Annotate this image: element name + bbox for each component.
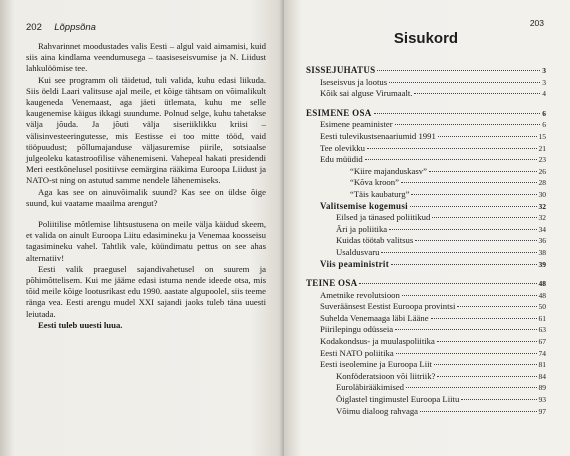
dot-leader [395, 328, 536, 330]
toc-entry-page: 84 [538, 371, 546, 381]
toc-entry-title: Kodakondsus- ja muulaspoliitika [320, 336, 435, 347]
toc-entry-title: Valitsemise kogemusi [320, 200, 408, 211]
dot-leader [359, 282, 536, 284]
left-page [0, 0, 284, 456]
toc-entry [306, 166, 546, 178]
toc-entry-title: Edu müüdid [320, 154, 363, 165]
toc-entry [306, 154, 546, 166]
toc-entry-page: 3 [542, 66, 546, 75]
paragraph: Eesti tuleb uuesti luua. [38, 319, 123, 330]
toc-entry-title: Suveräänsest Eestist Euroopa provintsi [320, 301, 456, 312]
toc-entry [306, 224, 546, 236]
toc-entry-title: Eesti NATO poliitika [320, 347, 394, 358]
toc-entry-page: 81 [538, 360, 546, 370]
toc-entry-page: 67 [538, 337, 546, 347]
dot-leader [396, 352, 537, 354]
toc-entry-page: 21 [538, 143, 546, 153]
dot-leader [431, 317, 537, 319]
paragraph: Poliitilise mõtlemise lihtsustusena on meile välja käidud skeem, et valida on ainult Euroopa Liitu edasimineku ja Venemaa koosseisu tagasimineku vahel. Tahtlik vale, küündimatu pettus on see ahas alternatiiv! [26, 219, 266, 263]
toc-entry-page: 26 [538, 166, 546, 176]
paragraph: Kui see programm oli täidetud, tuli valida, kuhu edasi liikuda. Siis öeldi Laari valitsuse ajal meile, et kõige tähtsam on võimalikult kaugeneda Venemaast, aga jäeti ütlemata, kuhu me selle kaugenemise käigus ikkagi suundume. Polnud selge, kuhu tahetakse välja jõuda. Ja jõuti välja siseriiklikku kriisi – välisinvesteeringutesse, mis Eestisse ei too mitte tööd, vaid tööpuudust; põllumajanduse väljasuremise piirile, sotsiaalse julgeoleku katastroofilise vähenemiseni. Vahepeal hakati presidendi Meri eestkõnelusel positiivse eemärgina rääkima Euroopa Liidust ja NATO-st ning on astutud samme nendele lähenemiseks. [26, 74, 266, 186]
toc-entry [306, 201, 546, 213]
toc-entry-title: “Kiire majanduskasv” [350, 165, 427, 176]
toc-entry-page: 4 [542, 89, 546, 99]
toc-entry-title: Kuidas töötab valitsus [336, 235, 414, 246]
toc-entry [306, 336, 546, 348]
toc-entry [306, 143, 546, 155]
toc-entry-title: Õiglastel tingimustel Euroopa Liitu [336, 394, 460, 405]
toc-entry [306, 65, 546, 77]
toc-entry-page: 34 [538, 224, 546, 234]
dot-leader [401, 181, 537, 183]
dot-leader [411, 193, 536, 195]
toc-entry-page: 48 [538, 290, 546, 300]
dot-leader [381, 251, 536, 253]
toc-entry [306, 88, 546, 100]
toc-entry [306, 77, 546, 89]
dot-leader [461, 398, 536, 400]
toc-entry-page: 23 [538, 155, 546, 165]
toc-entry-page: 50 [538, 302, 546, 312]
toc-entry-page: 3 [542, 77, 546, 87]
toc-entry-title: Ametnike revolutsioon [320, 289, 400, 300]
toc-entry-title: Usaldusvaru [336, 246, 380, 257]
dot-leader [457, 305, 536, 307]
toc-entry [306, 235, 546, 247]
dot-leader [429, 170, 537, 172]
toc-entry-title: Konföderatsioon või liitriik? [336, 370, 436, 381]
toc-entry-title: Kõik sai alguse Virumaalt. [320, 88, 413, 99]
toc-entry [306, 108, 546, 120]
toc-entry [306, 394, 546, 406]
toc-entry [306, 324, 546, 336]
toc-entry-title: ESIMENE OSA [306, 107, 372, 118]
toc-entry-page: 74 [538, 348, 546, 358]
toc-entry-page: 28 [538, 178, 546, 188]
running-head [26, 22, 266, 33]
toc-entry-page: 6 [542, 108, 546, 118]
dot-leader [406, 386, 536, 388]
toc-entry-title: “Täis kaubaturg” [350, 188, 410, 199]
toc-entry [306, 301, 546, 313]
paragraph: Eesti valik praegusel sajandivahetusel on suurem ja põhimõttelisem. Kui me jääme edasi istuma nende ideede otsa, mis tõid meile kõige lootusrikast edu 1990. aastate algupoolel, siis teeme ränga vea. Eesti arengu mudel XXI sajandi jaoks tuleb täna uuesti leiutada. [26, 263, 266, 319]
toc-entry-title: TEINE OSA [306, 278, 358, 289]
table-of-contents [306, 65, 546, 417]
dot-leader [420, 410, 536, 412]
toc-entry-title: Eesti tulevikustsenaariumid 1991 [320, 130, 436, 141]
toc-entry-title: SISSEJUHATUS [306, 65, 376, 75]
section-title: Lõppsõna [54, 22, 96, 33]
toc-entry [306, 259, 546, 271]
toc-entry [306, 313, 546, 325]
dot-leader [395, 123, 541, 125]
dot-leader [438, 135, 537, 137]
dot-leader [402, 294, 537, 296]
dot-leader [389, 228, 536, 230]
toc-entry-page: 32 [538, 201, 546, 211]
toc-entry-page: 48 [538, 279, 546, 289]
toc-entry-page: 93 [538, 395, 546, 405]
toc-entry [306, 406, 546, 418]
dot-leader [437, 375, 536, 377]
toc-entry [306, 290, 546, 302]
toc-entry [306, 278, 546, 290]
toc-entry-title: Võimu dialoog rahvaga [336, 405, 419, 416]
toc-entry [306, 247, 546, 259]
toc-entry-title: Piirilepingu odüsseia [320, 324, 394, 335]
toc-title: Sisukord [393, 30, 459, 47]
toc-entry-page: 15 [538, 131, 546, 141]
toc-entry-page: 97 [538, 406, 546, 416]
toc-entry [306, 348, 546, 360]
toc-entry [306, 212, 546, 224]
toc-entry-title: Äri ja poliitika [336, 223, 388, 234]
dot-leader [410, 205, 537, 207]
toc-entry [306, 131, 546, 143]
toc-entry-page: 32 [538, 213, 546, 223]
toc-entry [306, 119, 546, 131]
toc-entry-title: Eilsed ja tänased poliitikud [336, 212, 431, 223]
left-page-number: 202 [26, 22, 42, 33]
toc-entry [306, 189, 546, 201]
toc-entry-title: Euroläbirääkimised [336, 382, 405, 393]
toc-entry-title: “Kõva kroon” [350, 177, 399, 188]
toc-entry [306, 382, 546, 394]
dot-leader [415, 239, 536, 241]
dot-leader [391, 263, 536, 265]
toc-entry-title: Viis peaministrit [320, 258, 390, 269]
toc-entry-title: Eesti iseolemine ja Euroopa Liit [320, 359, 432, 370]
toc-entry [306, 177, 546, 189]
dot-leader [367, 147, 537, 149]
dot-leader [365, 158, 537, 160]
dot-leader [414, 92, 540, 94]
toc-entry-page: 89 [538, 383, 546, 393]
right-page-number: 203 [529, 18, 544, 28]
toc-entry [306, 371, 546, 383]
toc-entry-page: 6 [542, 120, 546, 130]
paragraph: Aga kas see on ainuvõimalik suund? Kas see on üldse õige suund, kui vaatame maailma arengut? [26, 186, 266, 208]
dot-leader [389, 81, 540, 83]
toc-entry-title: Iseseisvus ja lootus [320, 76, 388, 87]
toc-entry-page: 63 [538, 325, 546, 335]
dot-leader [434, 363, 537, 365]
toc-entry-title: Suhelda Venemaaga läbi Lääne [320, 312, 429, 323]
right-page [284, 0, 570, 456]
toc-entry-page: 39 [538, 259, 546, 269]
paragraph: Rahvarinnet moodustades valis Eesti – algul vaid aimamisi, kuid siis aina kindlama veendumusega – taasiseseisvumise ja N. Liidust lahkulöömise tee. [26, 41, 266, 74]
toc-entry-title: Tee olevikku [320, 142, 365, 153]
toc-entry-page: 30 [538, 189, 546, 199]
dot-leader [432, 216, 536, 218]
toc-entry-page: 36 [538, 236, 546, 246]
dot-leader [374, 112, 541, 114]
afterword-text [26, 41, 266, 331]
toc-entry-title: Esimene peaminister [320, 119, 393, 130]
toc-entry [306, 359, 546, 371]
toc-entry-page: 61 [538, 313, 546, 323]
dot-leader [377, 69, 540, 71]
dot-leader [437, 340, 537, 342]
toc-entry-page: 38 [538, 247, 546, 257]
